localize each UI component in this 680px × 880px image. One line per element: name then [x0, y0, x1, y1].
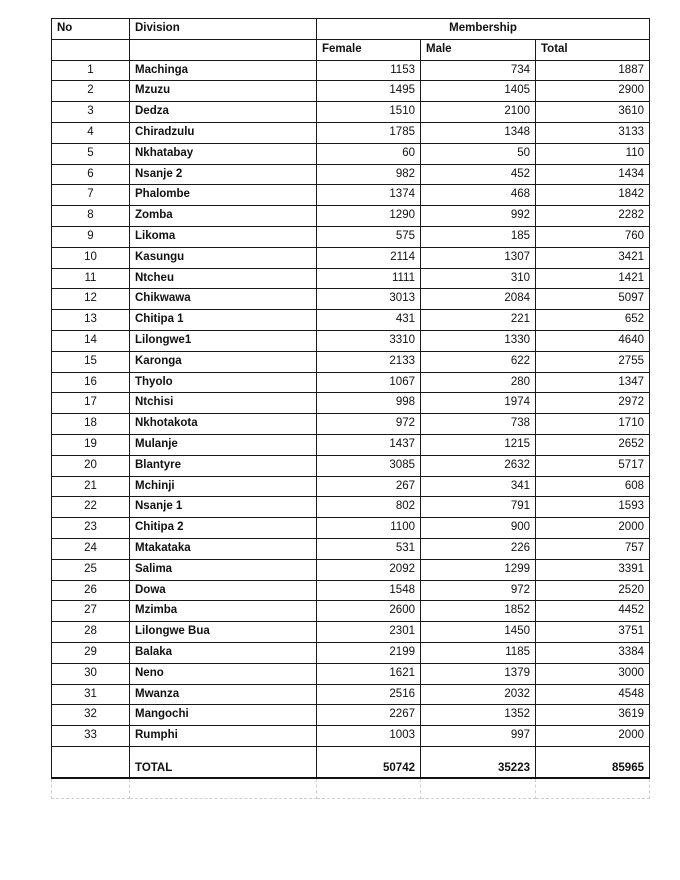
header-row-1 [52, 19, 650, 40]
female-count: 982 [317, 164, 421, 185]
male-count: 2084 [421, 289, 536, 310]
row-number: 19 [52, 434, 130, 455]
total-count: 1421 [536, 268, 650, 289]
male-count: 900 [421, 518, 536, 539]
female-count: 1374 [317, 185, 421, 206]
division-name: Mzuzu [130, 81, 317, 102]
row-number: 1 [52, 60, 130, 81]
division-name: Dowa [130, 580, 317, 601]
row-number: 7 [52, 185, 130, 206]
female-count: 2267 [317, 705, 421, 726]
female-count: 1067 [317, 372, 421, 393]
male-count: 1405 [421, 81, 536, 102]
table-row [52, 580, 650, 601]
table-row [52, 705, 650, 726]
table-row [52, 289, 650, 310]
division-name: Lilongwe1 [130, 330, 317, 351]
division-name: Chiradzulu [130, 122, 317, 143]
total-count: 3421 [536, 247, 650, 268]
division-name: Zomba [130, 206, 317, 227]
division-name: Phalombe [130, 185, 317, 206]
female-count: 2114 [317, 247, 421, 268]
row-number: 14 [52, 330, 130, 351]
total-count: 5097 [536, 289, 650, 310]
header-membership: Membership [317, 19, 650, 40]
table-row [52, 622, 650, 643]
division-name: Mwanza [130, 684, 317, 705]
male-count: 1450 [421, 622, 536, 643]
total-count: 3751 [536, 622, 650, 643]
row-number: 2 [52, 81, 130, 102]
table-row [52, 726, 650, 747]
row-number: 11 [52, 268, 130, 289]
division-name: Mulanje [130, 434, 317, 455]
male-count: 1379 [421, 663, 536, 684]
total-count: 110 [536, 143, 650, 164]
table-row [52, 476, 650, 497]
female-count: 2301 [317, 622, 421, 643]
row-number: 25 [52, 559, 130, 580]
table-row [52, 684, 650, 705]
row-number: 17 [52, 393, 130, 414]
male-count: 738 [421, 414, 536, 435]
row-number: 4 [52, 122, 130, 143]
male-count: 1352 [421, 705, 536, 726]
male-count: 226 [421, 538, 536, 559]
division-name: Ntchisi [130, 393, 317, 414]
female-count: 3310 [317, 330, 421, 351]
division-name: Salima [130, 559, 317, 580]
row-number: 33 [52, 726, 130, 747]
total-count: 4452 [536, 601, 650, 622]
row-number: 22 [52, 497, 130, 518]
female-count: 1003 [317, 726, 421, 747]
empty-cell [52, 778, 130, 799]
division-name: Mtakataka [130, 538, 317, 559]
table-row [52, 351, 650, 372]
total-count: 2282 [536, 206, 650, 227]
total-count: 4640 [536, 330, 650, 351]
table-row [52, 330, 650, 351]
header-division: Division [130, 19, 317, 40]
division-name: Mchinji [130, 476, 317, 497]
male-count: 468 [421, 185, 536, 206]
female-count: 267 [317, 476, 421, 497]
male-count: 734 [421, 60, 536, 81]
header-total: Total [536, 39, 650, 60]
male-count: 2032 [421, 684, 536, 705]
female-count: 431 [317, 310, 421, 331]
male-count: 1974 [421, 393, 536, 414]
division-name: Thyolo [130, 372, 317, 393]
female-count: 3085 [317, 455, 421, 476]
table-row [52, 414, 650, 435]
division-name: Ntcheu [130, 268, 317, 289]
table-row [52, 60, 650, 81]
male-count: 997 [421, 726, 536, 747]
female-count: 802 [317, 497, 421, 518]
division-name: Blantyre [130, 455, 317, 476]
male-count: 50 [421, 143, 536, 164]
division-name: Neno [130, 663, 317, 684]
female-count: 575 [317, 226, 421, 247]
male-count: 2100 [421, 102, 536, 123]
female-count: 1153 [317, 60, 421, 81]
female-count: 1100 [317, 518, 421, 539]
total-count: 2520 [536, 580, 650, 601]
total-count: 3619 [536, 705, 650, 726]
row-number: 31 [52, 684, 130, 705]
female-count: 1495 [317, 81, 421, 102]
female-count: 2600 [317, 601, 421, 622]
table-row [52, 497, 650, 518]
male-count: 221 [421, 310, 536, 331]
division-name: Chitipa 1 [130, 310, 317, 331]
total-count: 3000 [536, 663, 650, 684]
total-count: 1347 [536, 372, 650, 393]
division-name: Lilongwe Bua [130, 622, 317, 643]
row-number: 26 [52, 580, 130, 601]
female-count: 531 [317, 538, 421, 559]
male-count: 1330 [421, 330, 536, 351]
row-number: 18 [52, 414, 130, 435]
total-count: 3133 [536, 122, 650, 143]
row-number: 3 [52, 102, 130, 123]
row-number: 10 [52, 247, 130, 268]
table-row [52, 122, 650, 143]
total-count: 1842 [536, 185, 650, 206]
female-count: 1621 [317, 663, 421, 684]
table-row [52, 372, 650, 393]
header-blank-no [52, 39, 130, 60]
table-row [52, 81, 650, 102]
total-count: 1887 [536, 60, 650, 81]
table-row [52, 143, 650, 164]
male-count: 1185 [421, 642, 536, 663]
total-count: 760 [536, 226, 650, 247]
division-name: Karonga [130, 351, 317, 372]
female-count: 998 [317, 393, 421, 414]
table-row [52, 538, 650, 559]
membership-table [51, 18, 650, 799]
table-row [52, 559, 650, 580]
row-number: 13 [52, 310, 130, 331]
female-count: 2092 [317, 559, 421, 580]
total-count: 608 [536, 476, 650, 497]
row-number: 27 [52, 601, 130, 622]
empty-row [52, 778, 650, 799]
division-name: Dedza [130, 102, 317, 123]
header-no: No [52, 19, 130, 40]
table-row [52, 518, 650, 539]
row-number: 23 [52, 518, 130, 539]
division-name: Mzimba [130, 601, 317, 622]
table-row [52, 226, 650, 247]
row-number: 21 [52, 476, 130, 497]
row-number: 8 [52, 206, 130, 227]
total-count: 2652 [536, 434, 650, 455]
male-count: 452 [421, 164, 536, 185]
female-count: 1548 [317, 580, 421, 601]
division-name: Likoma [130, 226, 317, 247]
female-count: 1510 [317, 102, 421, 123]
division-name: Nsanje 1 [130, 497, 317, 518]
empty-cell [421, 778, 536, 799]
division-name: Chikwawa [130, 289, 317, 310]
female-count: 1290 [317, 206, 421, 227]
row-number: 5 [52, 143, 130, 164]
total-count: 5717 [536, 455, 650, 476]
female-count: 2199 [317, 642, 421, 663]
row-number: 16 [52, 372, 130, 393]
male-count: 992 [421, 206, 536, 227]
total-count: 652 [536, 310, 650, 331]
row-number: 12 [52, 289, 130, 310]
table-row [52, 601, 650, 622]
table-row [52, 102, 650, 123]
totals-female: 50742 [317, 746, 421, 778]
row-number: 15 [52, 351, 130, 372]
total-count: 2972 [536, 393, 650, 414]
total-count: 2000 [536, 518, 650, 539]
total-count: 1710 [536, 414, 650, 435]
division-name: Chitipa 2 [130, 518, 317, 539]
total-count: 2000 [536, 726, 650, 747]
empty-cell [130, 778, 317, 799]
row-number: 9 [52, 226, 130, 247]
male-count: 1852 [421, 601, 536, 622]
empty-cell [536, 778, 650, 799]
header-blank-division [130, 39, 317, 60]
male-count: 972 [421, 580, 536, 601]
total-count: 4548 [536, 684, 650, 705]
table-row [52, 206, 650, 227]
total-count: 3610 [536, 102, 650, 123]
table-row [52, 310, 650, 331]
total-count: 3391 [536, 559, 650, 580]
male-count: 341 [421, 476, 536, 497]
division-name: Mangochi [130, 705, 317, 726]
table-row [52, 393, 650, 414]
male-count: 2632 [421, 455, 536, 476]
female-count: 1785 [317, 122, 421, 143]
totals-label: TOTAL [130, 746, 317, 778]
table-row [52, 455, 650, 476]
table-row [52, 642, 650, 663]
division-name: Kasungu [130, 247, 317, 268]
division-name: Nkhotakota [130, 414, 317, 435]
female-count: 1437 [317, 434, 421, 455]
female-count: 972 [317, 414, 421, 435]
row-number: 30 [52, 663, 130, 684]
row-number: 29 [52, 642, 130, 663]
female-count: 1111 [317, 268, 421, 289]
total-count: 757 [536, 538, 650, 559]
totals-male: 35223 [421, 746, 536, 778]
female-count: 2133 [317, 351, 421, 372]
male-count: 1307 [421, 247, 536, 268]
header-row-2 [52, 39, 650, 60]
table-row [52, 247, 650, 268]
empty-cell [317, 778, 421, 799]
division-name: Balaka [130, 642, 317, 663]
row-number: 24 [52, 538, 130, 559]
male-count: 280 [421, 372, 536, 393]
male-count: 622 [421, 351, 536, 372]
total-count: 1593 [536, 497, 650, 518]
division-name: Machinga [130, 60, 317, 81]
division-name: Nsanje 2 [130, 164, 317, 185]
division-name: Nkhatabay [130, 143, 317, 164]
row-number: 28 [52, 622, 130, 643]
row-number: 6 [52, 164, 130, 185]
male-count: 791 [421, 497, 536, 518]
female-count: 2516 [317, 684, 421, 705]
total-count: 2900 [536, 81, 650, 102]
male-count: 185 [421, 226, 536, 247]
table-row [52, 268, 650, 289]
total-count: 1434 [536, 164, 650, 185]
total-count: 2755 [536, 351, 650, 372]
row-number: 20 [52, 455, 130, 476]
totals-total: 85965 [536, 746, 650, 778]
totals-row [52, 746, 650, 778]
male-count: 1348 [421, 122, 536, 143]
table-row [52, 164, 650, 185]
division-name: Rumphi [130, 726, 317, 747]
female-count: 60 [317, 143, 421, 164]
total-count: 3384 [536, 642, 650, 663]
header-female: Female [317, 39, 421, 60]
row-number: 32 [52, 705, 130, 726]
male-count: 310 [421, 268, 536, 289]
header-male: Male [421, 39, 536, 60]
table-row [52, 185, 650, 206]
totals-blank [52, 746, 130, 778]
table-row [52, 434, 650, 455]
male-count: 1299 [421, 559, 536, 580]
table-row [52, 663, 650, 684]
female-count: 3013 [317, 289, 421, 310]
male-count: 1215 [421, 434, 536, 455]
